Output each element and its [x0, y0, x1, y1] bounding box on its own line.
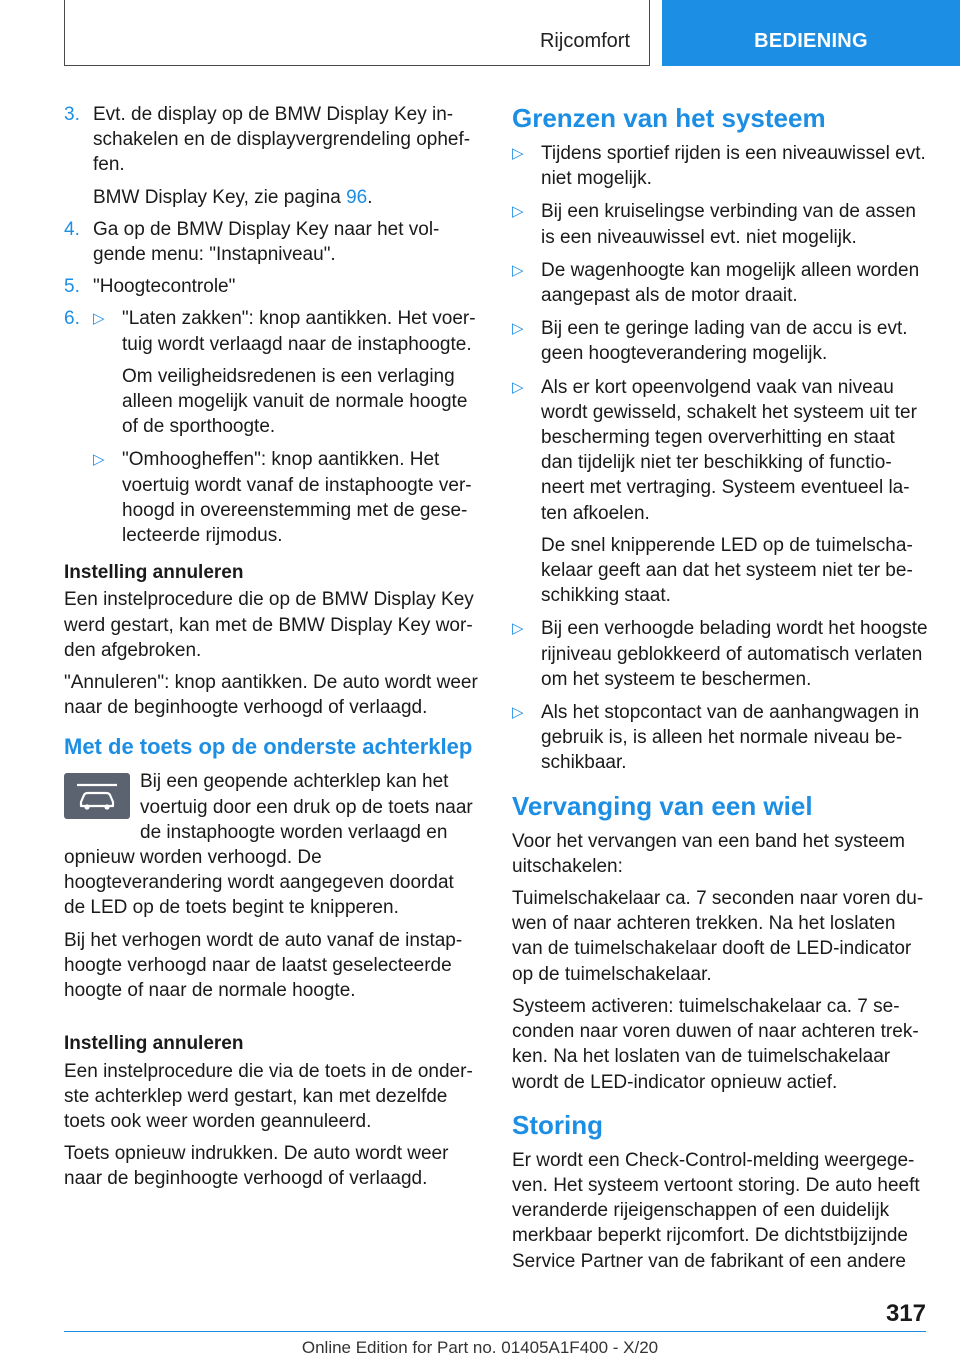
- subheading: Instelling annuleren: [64, 1033, 244, 1055]
- list-item: [512, 700, 928, 776]
- footer-edition: Online Edition for Part no. 01405A1F400 - X/20: [301, 1338, 659, 1357]
- triangle-bullet-icon: ▷: [93, 451, 105, 469]
- bullet-note: Om veiligheidsredenen is een verlaging alleen mogelijk vanuit de normale hoogte of de sporthoogte.: [122, 365, 468, 438]
- step-number: 5.: [64, 276, 80, 298]
- triangle-bullet-icon: ▷: [512, 320, 524, 338]
- list-item: [512, 375, 928, 609]
- paragraph: Er wordt een Check-Control-melding weergegeven. Het systeem vertoont storing. De auto heeft veranderde rijeigenschappen of een duidelijk merkbaar beperkt rijcomfort. De dichtstbijzijnde Service Partner van de fabrikant of een andere: [512, 1149, 920, 1272]
- section-heading: Grenzen van het systeem: [512, 103, 826, 133]
- list-item: [512, 316, 928, 366]
- bullet-text: Bij een te geringe lading van de accu is evt. geen hoogteverandering mogelijk.: [541, 318, 908, 365]
- bullet-text: Als er kort opeenvolgend vaak van niveau wordt gewisseld, schakelt het systeem uit ter bescherming tegen oververhitting en staat dan tijdelijk niet ter beschikking of functioneert met vertraging. Systeem eventueel laten afkoelen.: [541, 376, 917, 524]
- step-6: [64, 306, 480, 548]
- subheading: Instelling annuleren: [64, 562, 244, 584]
- list-item: [512, 141, 928, 191]
- paragraph: Toets opnieuw indrukken. De auto wordt weer naar de beginhoogte verhoogd of verlaagd.: [64, 1143, 449, 1190]
- bullet-note: De snel knipperende LED op de tuimelschakelaar geeft aan dat het systeem niet ter beschikking staat.: [541, 534, 913, 607]
- bullet-text: De wagenhoogte kan mogelijk alleen worden aangepast als de motor draait.: [541, 259, 920, 307]
- step-text: "Hoogtecontrole": [93, 276, 236, 298]
- bullet-text: Tijdens sportief rijden is een niveauwissel evt. niet mogelijk.: [541, 143, 926, 190]
- list-item: [93, 447, 480, 548]
- paragraph: Een instelprocedure die via de toets in de onderste achterklep werd gestart, kan met dezelfde toets ook weer worden geannuleerd.: [64, 1060, 473, 1132]
- page-link[interactable]: 96: [346, 186, 368, 208]
- car-lowering-icon: [64, 773, 130, 819]
- paragraph: Systeem activeren: tuimelschakelaar ca. 7 seconden naar voren duwen of naar achteren trekken. Na het loslaten van de tuimelschakelaar wordt de LED-indicator opnieuw actief.: [512, 995, 919, 1093]
- step-number: 6.: [64, 308, 80, 330]
- triangle-bullet-icon: ▷: [512, 620, 524, 638]
- left-column: [64, 102, 480, 1199]
- list-item: [512, 199, 928, 249]
- section-title: Rijcomfort: [539, 30, 630, 52]
- list-item: [512, 258, 928, 308]
- triangle-bullet-icon: ▷: [512, 203, 524, 221]
- triangle-bullet-icon: ▷: [512, 145, 524, 162]
- step-text: Evt. de display op de BMW Display Key inschakelen en de displayvergrendeling opheffen.: [93, 104, 471, 176]
- triangle-bullet-icon: ▷: [512, 261, 524, 279]
- triangle-bullet-icon: ▷: [93, 310, 105, 328]
- paragraph: Voor het vervangen van een band het systeem uitschakelen:: [512, 830, 905, 877]
- paragraph: Bij het verhogen wordt de auto vanaf de instaphoogte verhoogd naar de laatst geselecteerde hoogte of naar de normale hoogte.: [64, 929, 463, 1002]
- list-item: [512, 616, 928, 692]
- step-text: Ga op de BMW Display Key naar het volgende menu: "Instapniveau".: [93, 218, 440, 266]
- chapter-tab-label: BEDIENING: [754, 30, 868, 52]
- section-heading: Met de toets op de onderste achterklep: [64, 734, 473, 760]
- triangle-bullet-icon: ▷: [512, 704, 524, 722]
- list-item: [93, 306, 480, 439]
- section-heading: Storing: [512, 1109, 603, 1140]
- triangle-bullet-icon: ▷: [512, 378, 524, 396]
- step-number: 4.: [64, 218, 80, 240]
- step-number: 3.: [64, 104, 80, 125]
- chapter-tab[interactable]: [662, 0, 960, 66]
- bullet-text: "Omhoogheffen": knop aantikken. Het voertuig wordt vanaf de instaphoogte verhoogd in overeenstemming met de geselecteerde rijmodus.: [122, 449, 472, 547]
- right-column: [512, 102, 928, 1281]
- paragraph: "Annuleren": knop aantikken. De auto wordt weer naar de beginhoogte verhoogd of verlaagd.: [64, 672, 478, 719]
- paragraph: Een instelprocedure die op de BMW Display Key werd gestart, kan met de BMW Display Key worden afgebroken.: [64, 589, 474, 661]
- footer-divider: [64, 1331, 926, 1332]
- bullet-text: Als het stopcontact van de aanhangwagen in gebruik is, is alleen het normale niveau beschikbaar.: [541, 702, 920, 774]
- step-3: [64, 102, 480, 210]
- section-heading: Vervanging van een wiel: [512, 790, 813, 821]
- paragraph: Tuimelschakelaar ca. 7 seconden naar voren duwen of naar achteren trekken. Na het loslaten van de tuimelschakelaar dooft de LED-indicator op de tuimelschakelaar.: [512, 888, 924, 985]
- step-5: [64, 274, 480, 299]
- bullet-text: Bij een kruiselingse verbinding van de assen is een niveauwissel evt. niet mogelijk.: [541, 201, 916, 248]
- bullet-text: "Laten zakken": knop aantikken. Het voertuig wordt verlaagd naar de instaphoogte.: [122, 308, 476, 355]
- page-number: 317: [885, 1300, 926, 1327]
- step-4: [64, 217, 480, 267]
- bullet-text: Bij een verhoogde belading wordt het hoogste rijniveau geblokkeerd of automatisch verlaten om het systeem te beschermen.: [541, 618, 928, 690]
- paragraph: Bij een geopende achterklep kan het voertuig door een druk op de toets naar de instaphoogte worden verlaagd en opnieuw worden verhoogd. De hoogteverandering wordt aangegeven doordat de LED op de toets begint te knipperen.: [64, 771, 473, 919]
- page-reference: BMW Display Key, zie pagina 96.: [93, 186, 373, 208]
